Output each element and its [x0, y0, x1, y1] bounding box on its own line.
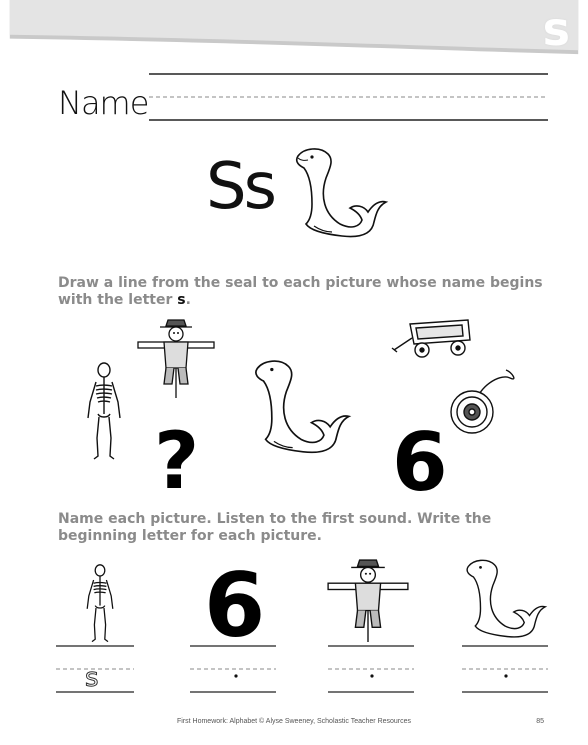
name-label: Name	[58, 84, 149, 122]
page-number: 85	[536, 718, 544, 725]
six-glyph: 6	[204, 554, 266, 657]
title-letters: Ss	[206, 150, 274, 224]
instructions-part1-end: .	[185, 292, 191, 308]
traced-answer-letter: s	[85, 663, 99, 693]
instructions-part2: Name each picture. Listen to the first sound. Write the beginning letter for each picture.	[58, 511, 492, 544]
corner-letter: s	[542, 2, 570, 56]
footer-credit: First Homework: Alphabet © Alyse Sweeney, Scholastic Teacher Resources	[176, 718, 412, 725]
six-glyph: 6	[392, 416, 448, 509]
instructions-part1-text: Draw a line from the seal to each picture whose name begins with the letter	[58, 275, 543, 308]
question-glyph: ?	[154, 417, 200, 507]
target-letter: s	[177, 292, 186, 308]
